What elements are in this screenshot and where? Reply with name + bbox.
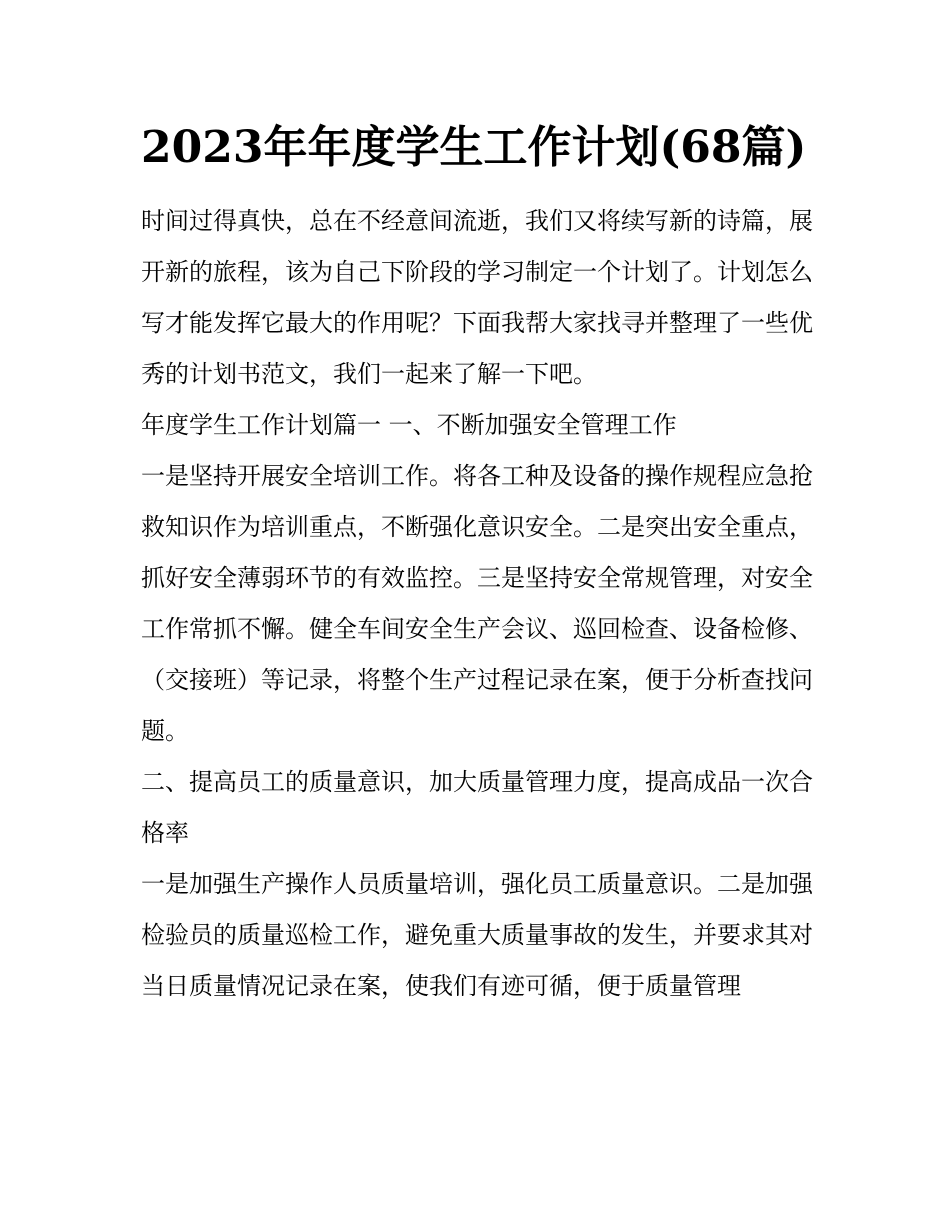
document-title: 2023年年度学生工作计划(68篇) bbox=[141, 122, 807, 173]
document-body bbox=[141, 196, 813, 1012]
paragraph-quality: 一是加强生产操作人员质量培训，强化员工质量意识。二是加强检验员的质量巡检工作，避免重大质量事故的发生，并要求其对当日质量情况记录在案，使我们有迹可循，便于质量管理 bbox=[141, 870, 813, 1000]
paragraph-safety: 一是坚持开展安全培训工作。将各工种及设备的操作规程应急抢救知识作为培训重点，不断强化意识安全。二是突出安全重点，抓好安全薄弱环节的有效监控。三是坚持安全常规管理，对安全工作常抓不懈。健全车间安全生产会议、巡回检查、设备检修、（交接班）等记录，将整个生产过程记录在案，便于分析查找问题。 bbox=[141, 462, 813, 745]
paragraph-section-heading-1: 年度学生工作计划篇一 一、不断加强安全管理工作 bbox=[141, 411, 677, 439]
paragraph-intro: 时间过得真快，总在不经意间流逝，我们又将续写新的诗篇，展开新的旅程，该为自己下阶段的学习制定一个计划了。计划怎么写才能发挥它最大的作用呢？下面我帮大家找寻并整理了一些优秀的计划书范文，我们一起来了解一下吧。 bbox=[141, 207, 813, 388]
paragraph-section-heading-2: 二、提高员工的质量意识，加大质量管理力度，提高成品一次合格率 bbox=[141, 768, 813, 847]
document-page bbox=[141, 112, 813, 1012]
